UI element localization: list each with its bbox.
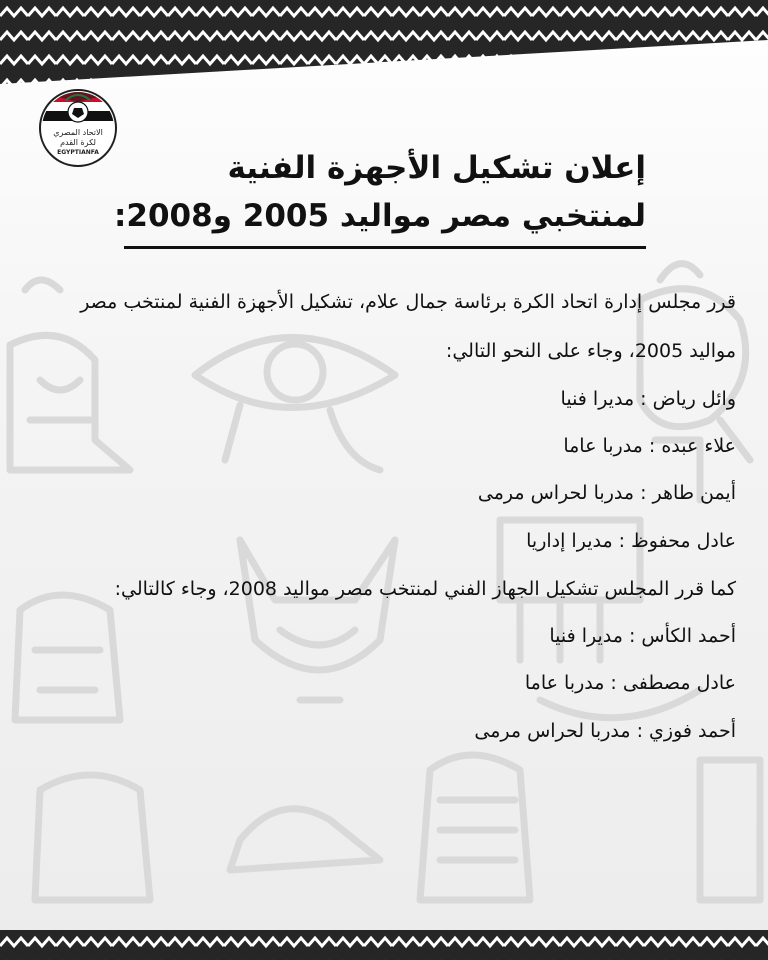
top-zigzag-pattern [0,0,768,84]
intro-2008: كما قرر المجلس تشكيل الجهاز الفني لمنتخب مصر مواليد 2008، وجاء كالتالي: [114,578,736,600]
staff-2005-item: أيمن طاهر : مدربا لحراس مرمى [477,482,736,504]
staff-2005-item: علاء عبده : مدربا عاما [563,435,736,457]
intro-2005-line-1: قرر مجلس إدارة اتحاد الكرة برئاسة جمال علام، تشكيل الأجهزة الفنية لمنتخب مصر [80,291,736,313]
staff-2005-item: عادل محفوظ : مديرا إداريا [526,530,736,552]
logo-name-line-2: لكرة القدم [60,138,96,147]
page-title-line-2: لمنتخبي مصر مواليد 2005 و2008: [114,198,646,234]
title-underline [124,246,646,249]
staff-2008-item: عادل مصطفى : مدربا عاما [524,672,736,694]
pharaoh-art-left [15,595,120,720]
column-art [700,760,760,900]
staff-2008-item: أحمد فوزي : مدربا لحراس مرمى [474,720,736,742]
staff-2005-item: وائل رياض : مديرا فنيا [560,388,736,410]
boat-art [540,690,700,718]
staff-2008-item: أحمد الكأس : مديرا فنيا [549,625,736,647]
logo-brand-text: EGYPTIANFA [57,149,99,156]
pharaoh-art-bottom [35,775,150,900]
anubis-art [240,540,395,670]
page-title-line-1: إعلان تشكيل الأجهزة الفنية [227,150,646,186]
logo-name-line-1: الاتحاد المصري [53,128,103,137]
sphinx-art-bottom [230,809,380,870]
intro-2005-line-2: مواليد 2005، وجاء على النحو التالي: [445,340,736,362]
bottom-zigzag-pattern [0,930,768,960]
